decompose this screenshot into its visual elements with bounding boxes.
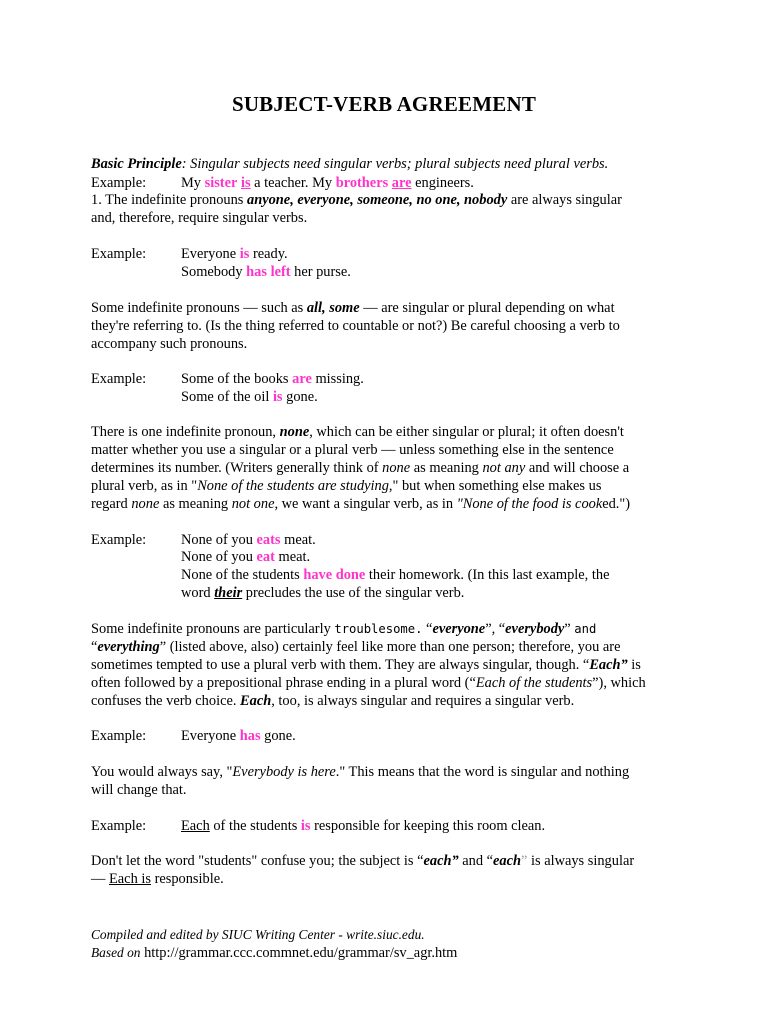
paragraph-line: Don't let the word "students" confuse you; the subject is “each” and “each” is always singular (91, 853, 635, 869)
example-label: Example: (91, 175, 147, 191)
example-sentence: Everyone has gone. (181, 728, 296, 744)
paragraph-line: sometimes tempted to use a plural verb with them. They are always singular, though. “Each” is (91, 657, 641, 673)
paragraph-line: Some indefinite pronouns are particularly troublesome. “everyone”, “everybody” and (91, 621, 597, 637)
paragraph-line: plural verb, as in "None of the students are studying," but when something else makes us (91, 478, 602, 494)
footer-credit: Compiled and edited by SIUC Writing Center - write.siuc.edu. (91, 927, 425, 942)
paragraph-line: accompany such pronouns. (91, 336, 248, 352)
example-sentence: None of you eats meat. (181, 532, 316, 548)
paragraph-line: — Each is responsible. (91, 871, 224, 887)
example-sentence: None of the students have done their homework. (In this last example, the (181, 567, 610, 583)
example-sentence: None of you eat meat. (181, 549, 311, 565)
footer-source: Based on http://grammar.ccc.commnet.edu/grammar/sv_agr.htm (91, 945, 458, 961)
page-title: SUBJECT-VERB AGREEMENT (231, 92, 537, 116)
paragraph-line: regard none as meaning not one, we want a singular verb, as in "None of the food is cooked.") (91, 496, 631, 512)
paragraph-line: matter whether you use a singular or a plural verb — unless something else in the sentence (91, 442, 614, 458)
example-label: Example: (91, 818, 147, 834)
paragraph-line: “everything” (listed above, also) certainly feel like more than one person; therefore, you are (91, 639, 621, 655)
example-label: Example: (91, 532, 147, 548)
paragraph-line: often followed by a prepositional phrase ending in a plural word (“Each of the students”), which (91, 675, 646, 691)
paragraph-line: determines its number. (Writers generally think of none as meaning not any and will choose a (91, 460, 630, 476)
example-label: Example: (91, 246, 147, 262)
example-sentence: Each of the students is responsible for keeping this room clean. (181, 818, 546, 834)
example-sentence: Everyone is ready. (181, 246, 288, 262)
rule-1-line-2: and, therefore, require singular verbs. (91, 210, 308, 226)
example-label: Example: (91, 728, 147, 744)
example-sentence: word their precludes the use of the singular verb. (181, 585, 465, 601)
paragraph-line: will change that. (91, 782, 187, 798)
rule-1-line-1: 1. The indefinite pronouns anyone, everyone, someone, no one, nobody are always singular (91, 192, 622, 208)
paragraph-line: You would always say, "Everybody is here." This means that the word is singular and nothing (91, 764, 630, 780)
paragraph-line: Some indefinite pronouns — such as all, some — are singular or plural depending on what (91, 300, 615, 316)
example-sentence: Some of the oil is gone. (181, 389, 318, 405)
example-sentence: Some of the books are missing. (181, 371, 364, 387)
basic-principle: Basic Principle: Singular subjects need singular verbs; plural subjects need plural verbs. (91, 156, 609, 172)
paragraph-line: confuses the verb choice. Each, too, is always singular and requires a singular verb. (91, 693, 575, 709)
example-sentence: My sister is a teacher. My brothers are engineers. (181, 175, 474, 191)
paragraph-line: they're referring to. (Is the thing referred to countable or not?) Be careful choosing a verb to (91, 318, 620, 334)
paragraph-line: There is one indefinite pronoun, none, which can be either singular or plural; it often doesn't (91, 424, 624, 440)
example-label: Example: (91, 371, 147, 387)
example-sentence: Somebody has left her purse. (181, 264, 351, 280)
